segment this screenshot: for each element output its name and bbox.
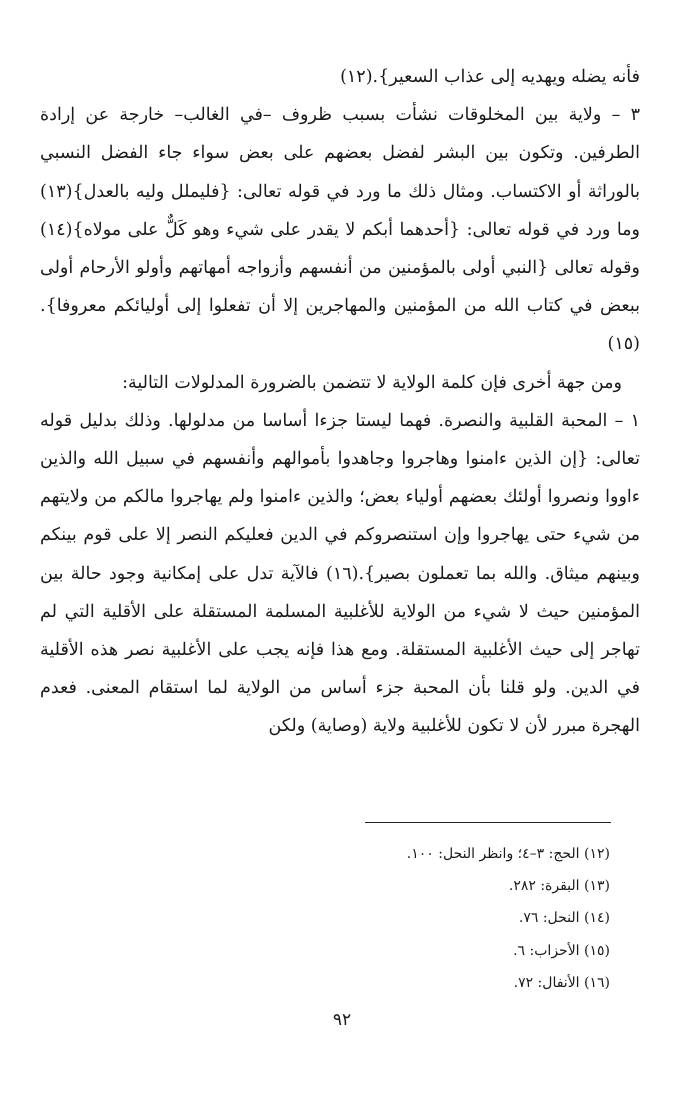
footnotes (300, 838, 610, 999)
main-text (40, 58, 640, 746)
footnote-14: (١٤) النحل: ٧٦. (518, 910, 610, 927)
footnote-15: (١٥) الأحزاب: ٦. (513, 942, 610, 959)
footnote-divider (365, 822, 611, 823)
page-number: ٩٢ (332, 1010, 352, 1030)
footnote-13: (١٣) البقرة: ٢٨٢. (508, 878, 610, 895)
paragraph-point-1: ١ – المحبة القلبية والنصرة. فهما ليستا جزءا أساسا من مدلولها. وذلك بدليل قوله تعالى: {إن الذين ءامنوا وهاجروا وجاهدوا بأموالهم وأنفسهم في سبيل الله والذين ءاووا ونصروا أولئك بعضهم أولياء بعض؛ والذين ءامنوا ولم يهاجروا مالكم من ولايتهم من شيء حتى يهاجروا وإن استنصروكم في الدين فعليكم النصر إلا على قوم بينكم وبينهم ميثاق. والله بما تعملون بصير}.(١٦) فالآية تدل على إمكانية وجود حالة بين المؤمنين حيث لا شيء من الولاية للأغلبية المسلمة المستقلة على الأقلية التي لم تهاجر إلى حيث الأغلبية المستقلة. ومع هذا فإنه يجب على الأغلبية نصر هذه الأقلية في الدين. ولو قلنا بأن المحبة جزء أساس من الولاية لما استقام المعنى. فعدم الهجرة مبرر لأن لا تكون للأغلبية ولاية (وصاية) ولكن (40, 410, 640, 737)
paragraph-verse-ending: فأنه يضله ويهديه إلى عذاب السعير}.(١٢) (340, 67, 640, 87)
paragraph-point-3: ٣ – ولاية بين المخلوقات نشأت بسبب ظروف –في الغالب– خارجة عن إرادة الطرفين. وتكون بين البشر لفضل بعضهم على بعض سواء جاء الفضل النسبي بالوراثة أو الاكتساب. ومثال ذلك ما ورد في قوله تعالى: {فليملل وليه بالعدل}(١٣) وما ورد في قوله تعالى: {أحدهما أبكم لا يقدر على شيء وهو كَلٌّ على مولاه}(١٤) وقوله تعالى {النبي أولى بالمؤمنين من أنفسهم وأزواجه أمهاتهم وأولو الأرحام أولى ببعض في كتاب الله من المؤمنين والمهاجرين إلا أن تفعلوا إلى أوليائكم معروفا}.(١٥) (40, 105, 640, 355)
footnote-12: (١٢) الحج: ٣–٤؛ وانظر النحل: ١٠٠. (406, 846, 610, 862)
paragraph-other-side: ومن جهة أخرى فإن كلمة الولاية لا تتضمن بالضرورة المدلولات التالية: (122, 372, 622, 393)
footnote-16: (١٦) الأنفال: ٧٢. (513, 974, 610, 991)
